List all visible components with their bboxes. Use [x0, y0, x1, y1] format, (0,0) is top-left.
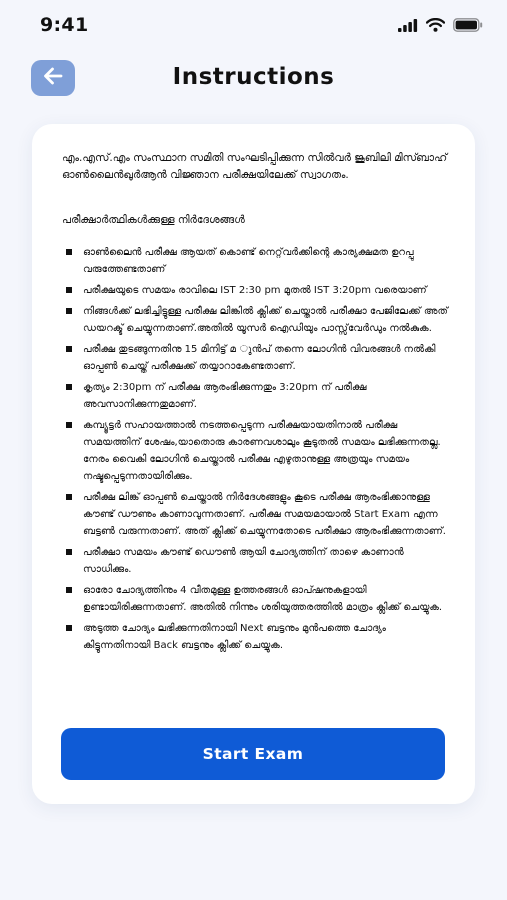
bullet-icon [66, 625, 72, 631]
status-icons [398, 17, 483, 36]
instruction-text: പരീക്ഷ ലിങ്ക് ഓപ്പൺ ചെയ്താൽ നിർദേശങ്ങളും കൂടെ പരീക്ഷ ആരംഭിക്കാനുള്ള കൗണ്ട് ഡൗണും കാണാവുന്നതാണ്. പരീക്ഷ സമയമായാൽ Start Exam എന്ന ബട്ടൺ വരുന്നതാണ്. അത് ക്ലിക്ക് ചെയ്യുന്നതോടെ പരീക്ഷാ ആരംഭിക്കുന്നതാണ്. [83, 492, 446, 537]
list-item [60, 379, 452, 413]
page-title: Instructions [172, 64, 335, 90]
instruction-text: അടുത്ത ചോദ്യം ലഭിക്കുന്നതിനായി Next ബട്ടനും മുൻപത്തെ ചോദ്യം കിട്ടുന്നതിനായി Back ബട്ടനും ക്ലിക്ക് ചെയ്യുക. [83, 623, 386, 651]
status-time: 9:41 [40, 14, 89, 36]
bullet-icon [66, 287, 72, 293]
welcome-text: എം.എസ്.എം സംസ്ഥാന സമിതി സംഘടിപ്പിക്കുന്ന സിൽവർ ജൂബിലി മിസ്ബാഹ് ഓൺലൈൻഖുർആൻ വിജ്ഞാന പരീക്ഷയിലേക്ക് സ്വാഗതം. [62, 152, 448, 181]
instruction-text: പരീക്ഷാ സമയം കൗണ്ട് ഡൌൺ ആയി ചോദ്യത്തിന് താഴെ കാണാൻ സാധിക്കും. [83, 547, 404, 575]
list-item [60, 341, 452, 375]
bullet-icon [66, 346, 72, 352]
instruction-text: ഓൺലൈൻ പരീക്ഷ ആയത് കൊണ്ട് നെറ്റ്‌വർക്കിന്റെ കാര്യക്ഷമത ഉറപ്പു വരുത്തേണ്ടതാണ് [83, 247, 414, 275]
bullet-icon [66, 549, 72, 555]
instructions-card [32, 124, 475, 804]
bullet-icon [66, 422, 72, 428]
list-item [60, 544, 452, 578]
status-bar [0, 0, 507, 52]
instructions-list [60, 244, 452, 658]
list-item [60, 303, 452, 337]
header [0, 58, 507, 102]
bullet-icon [66, 587, 72, 593]
instruction-text: പരീക്ഷയുടെ സമയം രാവിലെ IST 2:30 pm മുതൽ IST 3:20pm വരെയാണ് [83, 285, 427, 296]
list-item [60, 282, 452, 299]
section-heading: പരീക്ഷാർത്ഥികൾക്കുള്ള നിർദേശങ്ങൾ [62, 214, 245, 226]
list-item [60, 582, 452, 616]
instruction-text: കൃത്യം 2:30pm ന് പരീക്ഷ ആരംഭിക്കുന്നതും 3:20pm ന് പരീക്ഷ അവസാനിക്കുന്നതുമാണ്. [83, 382, 367, 410]
instruction-text: ഓരോ ചോദ്യത്തിനും 4 വീതമുള്ള ഉത്തരങ്ങൾ ഓപ്ഷനുകളായി ഉണ്ടായിരിക്കുന്നതാണ്. അതിൽ നിന്നും ശരിയുത്തരത്തിൽ മാത്രം ക്ലിക്ക് ചെയ്യുക. [83, 585, 443, 613]
instruction-text: നിങ്ങൾക്ക് ലഭിച്ചിട്ടുള്ള പരീക്ഷ ലിങ്കിൽ ക്ലിക്ക് ചെയ്താൽ പരീക്ഷാ പേജിലേക്ക് അത് ഡയറക്ട് ചെയ്യുന്നതാണ്.അതിൽ യൂസർ ഐഡിയും പാസ്സ്‌വേർഡും നൽകുക. [83, 306, 448, 334]
bullet-icon [66, 308, 72, 314]
list-item [60, 489, 452, 540]
instruction-text: പരീക്ഷ തുടങ്ങുന്നതിനു 15 മിനിട്ട് മ ുൻപ് തന്നെ ലോഗിൻ വിവരങ്ങൾ നൽകി ഓപ്പൺ ചെയ്ത് പരീക്ഷക്ക് തയ്യാറാകേണ്ടതാണ്. [83, 344, 436, 372]
wifi-icon [426, 17, 445, 36]
list-item [60, 417, 452, 485]
start-exam-button[interactable]: Start Exam [61, 728, 445, 780]
bullet-icon [66, 494, 72, 500]
instruction-text: കമ്പ്യൂട്ടർ സഹായത്താൽ നടത്തപ്പെടുന്ന പരീക്ഷയായതിനാൽ പരീക്ഷ സമയത്തിന് ശേഷം,യാതൊരു കാരണവശാലും കൂടുതൽ സമയം ലഭിക്കുന്നതല്ല. നേരം വൈകി ലോഗിൻ ചെയ്താൽ പരീക്ഷ എഴുതാനുള്ള അത്രയും സമയം നഷ്ടപ്പെടുന്നതായിരിക്കും. [83, 420, 441, 482]
bullet-icon [66, 249, 72, 255]
list-item [60, 244, 452, 278]
signal-icon [398, 17, 418, 36]
battery-icon [453, 17, 483, 36]
list-item [60, 620, 452, 654]
bullet-icon [66, 384, 72, 390]
